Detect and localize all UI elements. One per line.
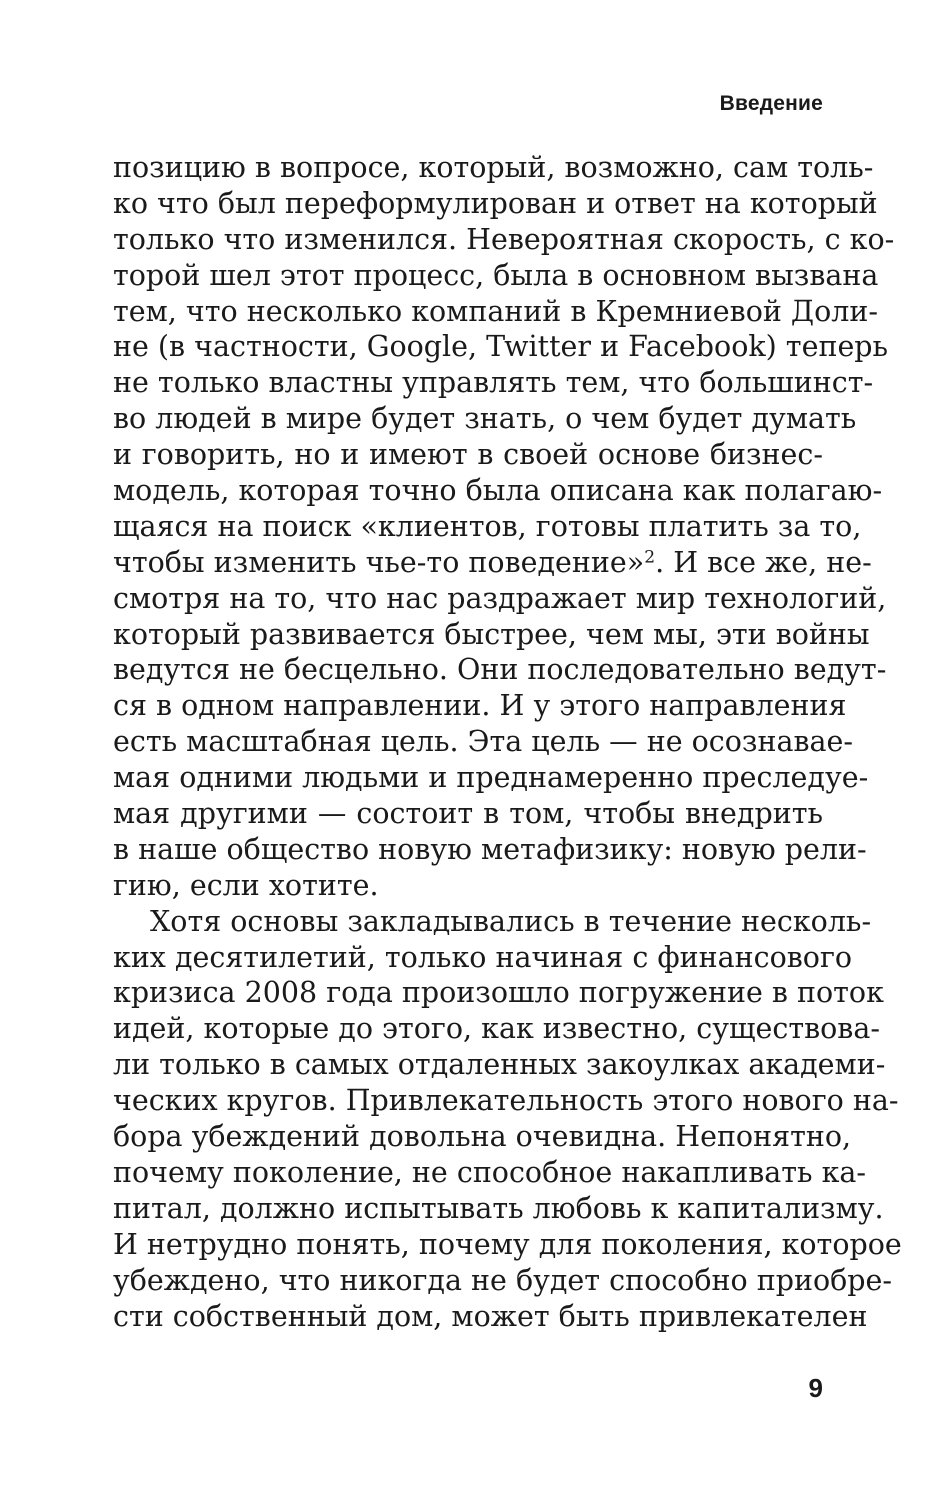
text-line: ся в одном направлении. И у этого направления xyxy=(113,689,847,723)
text-line: который развивается быстрее, чем мы, эти войны xyxy=(113,617,870,651)
text-line: в наше общество новую метафизику: новую рели- xyxy=(113,832,867,866)
text-line: модель, которая точно была описана как полагаю- xyxy=(113,474,883,508)
text-segment: . И все же, не- xyxy=(655,545,872,579)
text-line: во людей в мире будет знать, о чем будет думать xyxy=(113,402,857,436)
text-line: питал, должно испытывать любовь к капитализму. xyxy=(113,1191,884,1225)
text-line: сти собственный дом, может быть привлекателен xyxy=(113,1299,868,1333)
page-number: 9 xyxy=(808,1373,823,1403)
text-line: не (в частности, Google, Twitter и Facebook) теперь xyxy=(113,330,889,364)
text-line: не только властны управлять тем, что большинст- xyxy=(113,366,874,400)
text-line: мая одними людьми и преднамеренно преследуе- xyxy=(113,761,869,795)
text-line: убеждено, что никогда не будет способно приобре- xyxy=(113,1263,893,1297)
text-line: И нетрудно понять, почему для поколения, которое xyxy=(113,1227,902,1261)
text-line: кризиса 2008 года произошло погружение в поток xyxy=(113,976,884,1010)
text-line: ких десятилетий, только начиная с финансового xyxy=(113,940,853,974)
text-line: щаяся на поиск «клиентов, готовы платить за то, xyxy=(113,509,862,543)
text-line: ко что был переформулирован и ответ на который xyxy=(113,186,878,220)
text-line: торой шел этот процесс, была в основном вызвана xyxy=(113,258,879,292)
text-line: ческих кругов. Привлекательность этого нового на- xyxy=(113,1084,899,1118)
text-line: идей, которые до этого, как известно, существова- xyxy=(113,1012,880,1046)
text-line: мая другими — состоит в том, чтобы внедрить xyxy=(113,797,823,831)
text-line-with-footnote xyxy=(113,545,872,581)
text-segment: чтобы изменить чье-то поведение» xyxy=(113,545,645,579)
running-head: Введение xyxy=(719,92,823,115)
text-line: тем, что несколько компаний в Кремниевой Доли- xyxy=(113,294,878,328)
text-line: бора убеждений довольна очевидна. Непонятно, xyxy=(113,1120,852,1154)
text-line: Хотя основы закладывались в течение несколь- xyxy=(150,904,872,938)
text-line: позицию в вопросе, который, возможно, сам толь- xyxy=(113,151,874,184)
footnote-ref: 2 xyxy=(644,547,656,568)
text-line: почему поколение, не способное накапливать ка- xyxy=(113,1155,867,1189)
text-line: смотря на то, что нас раздражает мир технологий, xyxy=(113,581,887,615)
text-line: есть масштабная цель. Эта цель — не осознавае- xyxy=(113,725,853,759)
text-line: и говорить, но и имеют в своей основе бизнес- xyxy=(113,438,823,472)
text-line: только что изменился. Невероятная скорость, с ко- xyxy=(113,222,895,256)
text-line: ли только в самых отдаленных закоулках академи- xyxy=(113,1048,886,1082)
text-line: ведутся не бесцельно. Они последовательно ведут- xyxy=(113,653,887,687)
body-text xyxy=(113,150,902,1334)
text-line: гию, если хотите. xyxy=(113,868,379,902)
